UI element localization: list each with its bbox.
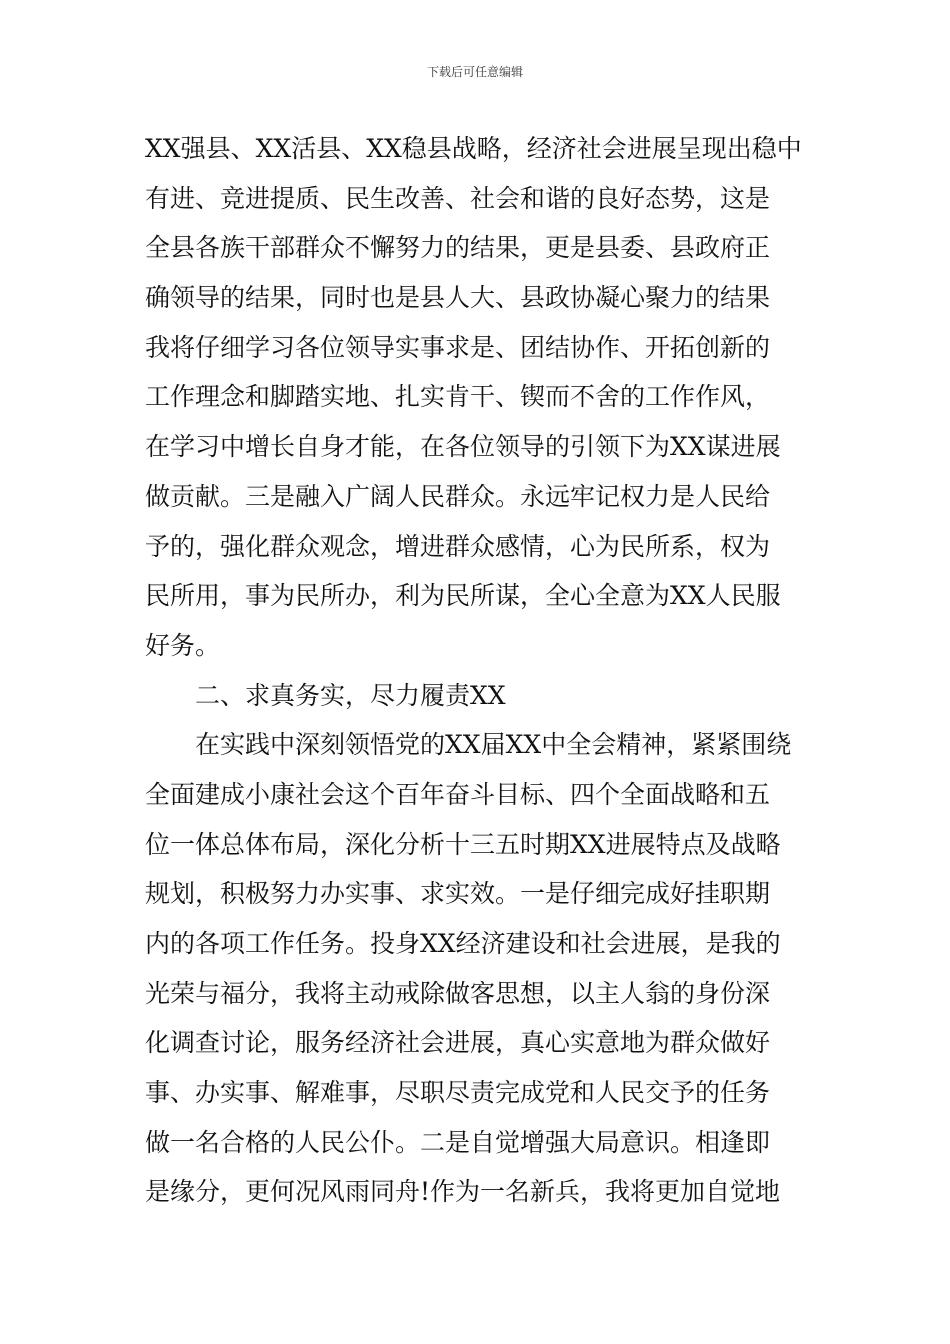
text-line: 做贡献。三是融入广阔人民群众。永远牢记权力是人民给 (145, 481, 771, 511)
text-line: 事、办实事、解难事，尽职尽责完成党和人民交予的任务 (145, 1078, 771, 1108)
text-line: 予的，强化群众观念，增进群众感情，心为民所系，权为 (145, 531, 771, 561)
text-line: 做一名合格的人民公仆。二是自觉增强大局意识。相逢即 (145, 1127, 771, 1157)
text-line: 好务。 (145, 630, 221, 660)
text-line: 工作理念和脚踏实地、扎实肯干、锲而不舍的工作作风， (145, 382, 771, 412)
page-header: 下载后可任意编辑 (426, 65, 523, 79)
text-line: 是缘分，更何况风雨同舟!作为一名新兵，我将更加自觉地 (145, 1177, 781, 1207)
text-line: XX强县、XX活县、XX稳县战略，经济社会进展呈现出稳中 (145, 134, 802, 163)
text-line: 民所用，事为民所办，利为民所谋，全心全意为XX人民服 (145, 581, 781, 611)
text-line: 内的各项工作任务。投身XX经济建设和社会进展，是我的 (145, 929, 781, 958)
text-line: 全面建成小康社会这个百年奋斗目标、四个全面战略和五 (145, 779, 771, 809)
text-line: 有进、竞进提质、民生改善、社会和谐的良好态势，这是 (145, 183, 771, 213)
text-line: 规划，积极努力办实事、求实效。一是仔细完成好挂职期 (145, 879, 771, 909)
text-line: 化调查讨论，服务经济社会进展，真心实意地为群众做好 (145, 1028, 771, 1058)
text-line: 我将仔细学习各位领导实事求是、团结协作、开拓创新的 (145, 332, 771, 362)
paragraph-start-line: 在实践中深刻领悟党的XX届XX中全会精神，紧紧围绕 (195, 730, 792, 760)
text-line: 全县各族干部群众不懈努力的结果，更是县委、县政府正 (145, 233, 771, 263)
document-body (145, 124, 815, 1217)
section-heading: 二、求真务实，尽力履责XX (195, 680, 506, 710)
text-line: 光荣与福分，我将主动戒除做客思想，以主人翁的身份深 (145, 978, 771, 1008)
text-line: 在学习中增长自身才能，在各位领导的引领下为XX谋进展 (145, 432, 781, 462)
text-line: 确领导的结果，同时也是县人大、县政协凝心聚力的结果 (145, 283, 771, 313)
text-line: 位一体总体布局，深化分析十三五时期XX进展特点及战略 (145, 829, 781, 859)
